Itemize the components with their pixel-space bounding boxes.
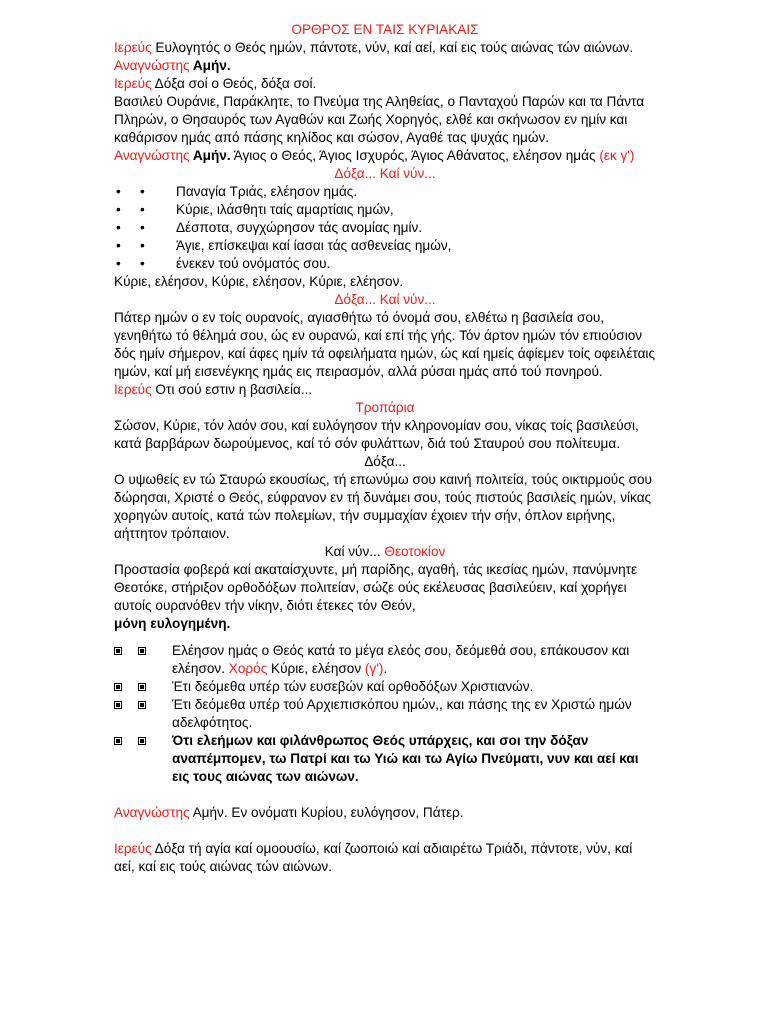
list-item xyxy=(114,183,656,201)
list-item xyxy=(114,696,656,732)
bullet-dot-icon: • xyxy=(116,202,121,217)
bullet-dot-icon: • xyxy=(116,220,121,235)
bullet-dot-icon: • xyxy=(116,238,121,253)
troparion: Σώσον, Κύριε, τόν λαόν σου, καί ευλόγησον τήν κληρονομίαν σου, νίκας τοίς βασιλεύσι, κατά βαρβάρων δωρούμενος, καί τό σόν φυλάττων, διά τού Σταυρού σου πολίτευμα. xyxy=(114,418,639,451)
checkbox-square-icon xyxy=(114,701,122,709)
list-item-text: Έτι δεόμεθα υπέρ τών ευσεβών καί ορθοδόξων Χριστιανών. xyxy=(172,679,534,694)
lords-prayer: Πάτερ ημών ο εν τοίς ουρανοίς, αγιασθήτω τό όνομά σου, ελθέτω η βασιλεία σου, γενηθήτω τό θέλημά σου, ώς εν ουρανώ, καί επί τής γής. Τόν άρτον ημών τόν επιούσιον δός ημίν σήμερον, καί άφες ημίν τά οφειλήματα ημών, ώς καί ημείς άφίεμεν τοίς οφειλέταις ημών, καί μή εισενέγκης ημάς εις πειρασμόν, αλλά ρύσαι ημάς από τού πονηρού. xyxy=(114,310,656,379)
text: μόνη ευλογημένη. xyxy=(114,616,231,631)
bullet-dot-icon: • xyxy=(116,184,121,199)
text: Κύριε, ελέησον xyxy=(267,661,365,676)
speaker-label: Αναγνώστης xyxy=(114,58,190,73)
text: Δόξα σοί ο Θεός, δόξα σοί. xyxy=(151,76,317,91)
checkbox-square-icon xyxy=(138,683,146,691)
troparion: Ο υψωθείς εν τώ Σταυρώ εκουσίως, τή επωνύμω σου καινή πολιτεία, τούς οικτιρμούς σου δώρησαι, Χριστέ ο Θεός, εύφρανον εν τή δυνάμει σου, τούς πιστούς βασιλείς ημών, νίκας χορηγών αυτοίς, κατά τών πολεμίων, τήν συμμαχίαν έχοιεν τήν σήν, όπλον ειρήνης, αήττητον τρόπαιον. xyxy=(114,472,652,541)
text: Αμήν. xyxy=(189,148,231,163)
bullet-dot-icon: • xyxy=(140,202,145,217)
text: Προστασία φοβερά καί ακαταίσχυντε, μή παρίδης, αγαθή, τάς ικεσίας ημών, πανύμνητε Θεοτόκε, στήριξον ορθοδόξων πολιτείαν, σώζε ούς εκέλευσας βασιλεύειν, καί χορήγει αυτοίς ουρανόθεν τήν νίκην, διότι έτεκες τόν Θεόν, xyxy=(114,562,638,613)
priest-doxology xyxy=(114,840,656,876)
spacer xyxy=(114,633,656,642)
checkbox-square-icon xyxy=(114,647,122,655)
checkbox-square-icon xyxy=(138,701,146,709)
text: Αμήν. xyxy=(189,58,231,73)
checkbox-square-icon xyxy=(114,737,122,745)
reader-amen xyxy=(114,57,656,75)
list-item-text: Δέσποτα, συγχώρησον τάς ανομίας ημίν. xyxy=(176,220,423,235)
list-item xyxy=(114,237,656,255)
kyrie-eleison: Κύριε, ελέησον, Κύριε, ελέησον, Κύριε, ελέησον. xyxy=(114,274,404,289)
list-item xyxy=(114,732,656,786)
document-title: ΟΡΘΡΟΣ ΕΝ ΤΑΙΣ ΚΥΡΙΑΚΑΙΣ xyxy=(291,22,479,37)
priest-glory xyxy=(114,75,656,93)
bullet-dot-icon: • xyxy=(140,256,145,271)
bullet-dot-icon: • xyxy=(140,238,145,253)
text: Άγιος ο Θεός, Άγιος Ισχυρός, Άγιος Αθάνατος, ελέησον ημάς xyxy=(230,148,600,163)
text: Αμήν. Εν ονόματι Κυρίου, ευλόγησον, Πάτερ. xyxy=(189,805,464,820)
speaker-label: Ιερεύς xyxy=(114,382,152,397)
priest-exclamation xyxy=(114,381,656,399)
reader-blessing-request xyxy=(114,804,656,822)
spacer xyxy=(114,822,656,840)
speaker-label: Αναγνώστης xyxy=(114,805,190,820)
text: . xyxy=(383,661,388,676)
rubric: (εκ γ') xyxy=(599,148,635,163)
checkbox-square-icon xyxy=(138,737,146,745)
spacer xyxy=(114,786,656,804)
list-item-text: Άγιε, επίσκεψαι καί ίασαι τάς ασθενείας ημών, xyxy=(176,238,452,253)
bullet-dot-icon: • xyxy=(140,220,145,235)
text: Καί νύν... xyxy=(324,544,381,559)
text: Δόξα τή αγία καί ομοουσίω, καί ζωοποιώ καί αδιαιρέτω Τριάδι, πάντοτε, νύν, καί αεί, καί εις τούς αιώνας τών αιώνων. xyxy=(114,841,633,874)
bullet-dot-icon: • xyxy=(140,184,145,199)
list-item xyxy=(114,201,656,219)
troparia-heading: Τροπάρια xyxy=(355,400,415,415)
list-item-text: Παναγία Τριάς, ελέησον ημάς. xyxy=(176,184,358,199)
list-item-text: Κύριε, ιλάσθητι ταίς αμαρτίαις ημών, xyxy=(176,202,394,217)
list-item-text: Έτι δεόμεθα υπέρ τού Αρχιεπισκόπου ημών,, και πάσης της εν Χριστώ ημών αδελφότητος. xyxy=(172,697,632,730)
text: Ευλογητός ο Θεός ημών, πάντοτε, νύν, καί αεί, καί εις τούς αιώνας τών αιώνων. xyxy=(151,40,634,55)
list-item xyxy=(114,219,656,237)
litany-list xyxy=(114,642,656,786)
text: Ελέησον ημάς ο Θεός κατά το μέγα ελεός σου, δεόμεθά σου, επάκουσον και ελέησον. xyxy=(172,643,630,676)
speaker-label: Χορός xyxy=(228,661,268,676)
speaker-label: Αναγνώστης xyxy=(114,148,190,163)
list-item-text: ένεκεν τού ονόματός σου. xyxy=(176,256,331,271)
doxa-heading: Δόξα... Καί νύν... xyxy=(334,292,436,307)
list-item-text: Ότι ελεήμων και φιλάνθρωπος Θεός υπάρχεις, και σοι την δόξαν αναπέμπομεν, τω Πατρί και τω Υιώ και τω Αγίω Πνεύματι, νυν και αεί και εις τους αιώνας των αιώνων. xyxy=(172,733,639,784)
kai-nyn-heading xyxy=(114,543,656,561)
rubric: (γ') xyxy=(364,661,384,676)
doxa-heading: Δόξα... Καί νύν... xyxy=(334,166,436,181)
heavenly-king-prayer: Βασιλεύ Ουράνιε, Παράκλητε, το Πνεύμα της Αληθείας, ο Πανταχού Παρών και τα Πάντα Πληρών, ο Θησαυρός των Αγαθών και Ζωής Χορηγός, ελθέ και σκήνωσον εν ημίν και καθάρισον ημάς από πάσης κηλίδος και σώσον, Αγαθέ τας ψυχάς ημών. xyxy=(114,94,645,145)
text: Οτι σού εστιν η βασιλεία... xyxy=(151,382,313,397)
rubric: Θεοτοκίον xyxy=(384,544,446,559)
priest-blessing xyxy=(114,39,656,57)
checkbox-square-icon xyxy=(114,683,122,691)
list-item xyxy=(114,678,656,696)
theotokion xyxy=(114,561,656,633)
bullet-list xyxy=(114,183,656,273)
checkbox-square-icon xyxy=(138,647,146,655)
bullet-dot-icon: • xyxy=(116,256,121,271)
doxa-heading: Δόξα... xyxy=(364,454,406,469)
speaker-label: Ιερεύς xyxy=(114,841,152,856)
trisagion xyxy=(114,147,656,165)
speaker-label: Ιερεύς xyxy=(114,40,152,55)
speaker-label: Ιερεύς xyxy=(114,76,152,91)
list-item xyxy=(114,255,656,273)
list-item xyxy=(114,642,656,678)
